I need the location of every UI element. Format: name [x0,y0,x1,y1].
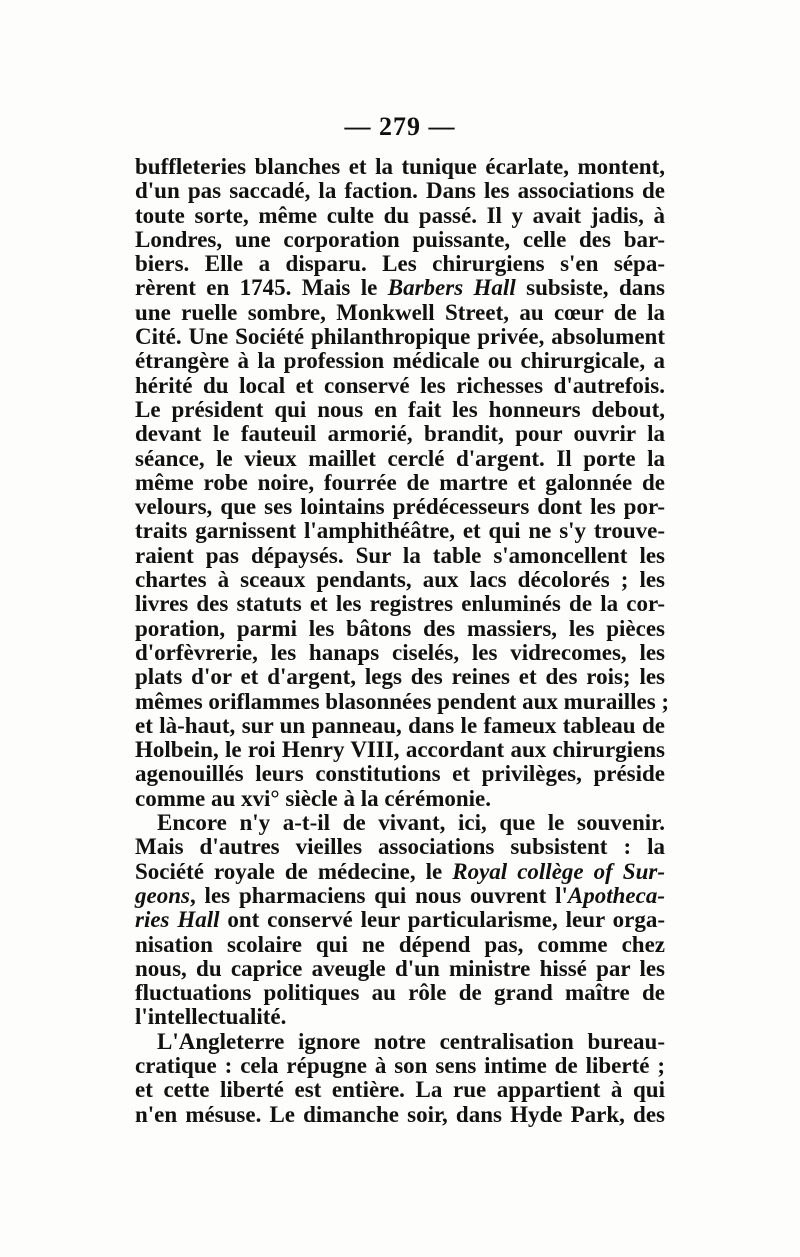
text-line: chartes à sceaux pendants, aux lacs décolorés ; les [135,567,665,593]
text-line: d'un pas saccadé, la faction. Dans les associations de [135,178,665,204]
text-line: nisation scolaire qui ne dépend pas, comme chez [135,931,665,957]
text-line: une ruelle sombre, Monkwell Street, au cœur de la [135,299,665,325]
text-run: ont conservé leur particularisme, leur orga- [219,907,666,933]
text-run: Société royale de médecine, le [135,858,453,884]
text-line: traits garnissent l'amphithéâtre, et qui ne s'y trouve- [135,518,665,544]
text-line: livres des statuts et les registres enluminés de la cor- [135,591,665,617]
text-line: et là-haut, sur un panneau, dans le fameux tableau de [135,712,665,738]
body-text [135,154,670,1127]
text-line: mêmes oriflammes blasonnées pendent aux murailles ; [135,688,670,714]
italic-phrase: Barbers Hall [387,275,516,301]
text-line: fluctuations politiques au rôle de grand maître de [135,980,665,1006]
text-line: buffleteries blanches et la tunique écarlate, montent, [135,154,665,179]
text-line [135,884,665,908]
text-line: poration, parmi les bâtons des massiers, les pièces [135,615,665,641]
text-run: rèrent en 1745. Mais le [135,275,388,301]
italic-phrase: geons [135,882,190,908]
text-line: agenouillés leurs constitutions et privilèges, préside [135,761,665,787]
text-line: d'orfèvrerie, les hanaps ciselés, les vidrecomes, les [135,639,665,665]
text-line: cratique : cela répugne à son sens intime de liberté ; [135,1052,665,1078]
text-line: biers. Elle a disparu. Les chirurgiens s'en sépa- [135,251,665,277]
text-run: , les pharmaciens qui nous ouvrent l' [189,882,568,908]
text-line: velours, que ses lointains prédécesseurs dont les por- [135,494,665,520]
text-line: Londres, une corporation puissante, celle des bar- [135,226,665,252]
text-line: nous, du caprice aveugle d'un ministre hissé par les [135,955,665,981]
text-line: n'en mésuse. Le dimanche soir, dans Hyde Park, des [135,1101,665,1127]
text-line: Cité. Une Société philanthropique privée, absolument [135,324,665,350]
text-line: Holbein, le roi Henry VIII, accordant aux chirurgiens [135,737,665,763]
text-line [135,908,665,932]
text-line: devant le fauteuil armorié, brandit, pour ouvrir la [135,421,665,447]
text-line: hérité du local et conservé les richesses d'autrefois. [135,372,665,398]
italic-phrase: Apotheca- [567,882,665,908]
italic-phrase: ries Hall [135,907,220,933]
text-line [135,860,665,884]
text-line [135,276,665,300]
text-run: subsiste, dans [515,275,665,301]
text-line: et cette liberté est entière. La rue appartient à qui [135,1077,665,1103]
text-line: L'Angleterre ignore notre centralisation bureau- [157,1028,665,1054]
text-line: Mais d'autres vieilles associations subsistent : la [135,834,665,860]
text-line: l'intellectualité. [135,1004,287,1030]
text-line: Encore n'y a-t-il de vivant, ici, que le souvenir. [157,810,665,836]
text-line: étrangère à la profession médicale ou chirurgicale, a [135,348,665,374]
text-line: raient pas dépaysés. Sur la table s'amoncellent les [135,542,665,568]
text-line: même robe noire, fourrée de martre et galonnée de [135,469,665,495]
italic-phrase: Royal collège of Sur- [452,858,665,884]
text-line: Le président qui nous en fait les honneurs debout, [135,396,665,422]
text-line: toute sorte, même culte du passé. Il y avait jadis, à [135,202,665,228]
text-line: séance, le vieux maillet cerclé d'argent. Il porte la [135,445,665,471]
text-line: plats d'or et d'argent, legs des reines et des rois; les [135,664,665,690]
page-number: — 279 — [344,112,456,141]
text-line: comme au xvi° siècle à la cérémonie. [135,785,491,811]
